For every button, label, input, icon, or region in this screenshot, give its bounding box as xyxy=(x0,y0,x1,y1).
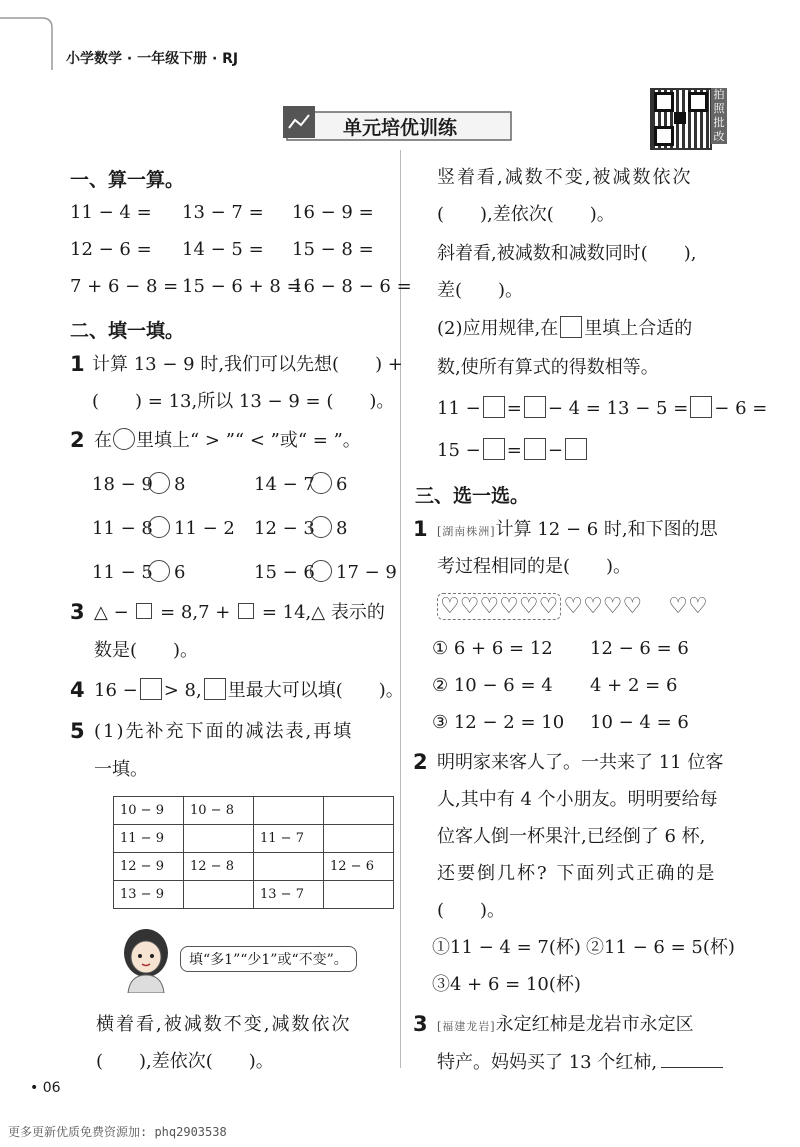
calc-item: 11 − 4 = xyxy=(70,202,152,223)
question-number: 4 xyxy=(70,678,85,702)
answer-box[interactable] xyxy=(524,438,546,460)
table-cell[interactable] xyxy=(254,797,324,825)
square-blank xyxy=(560,316,582,338)
eq-part: 15 − xyxy=(437,440,481,461)
option-text: 12 − 6 = 6 xyxy=(590,638,689,659)
eq-part: − 6 = xyxy=(714,398,768,419)
table-row xyxy=(114,881,394,909)
table-cell: 13 − 9 xyxy=(114,881,184,909)
calc-item: 7 + 6 − 8 = xyxy=(70,276,179,297)
banner-title: 单元培优训练 xyxy=(343,117,458,139)
equation-line2 xyxy=(437,438,589,464)
calc-item: 12 − 6 = xyxy=(70,239,152,260)
footer-source: 更多更新优质免费资源加: phq2903538 xyxy=(8,1125,227,1139)
compare-circle[interactable] xyxy=(310,516,332,538)
option-text: 10 − 4 = 6 xyxy=(590,712,689,733)
option-text: ② 10 − 6 = 4 xyxy=(432,675,553,696)
answer-underline[interactable] xyxy=(661,1049,723,1068)
c3-text: 永定红柿是龙岩市永定区 xyxy=(495,1014,694,1035)
table-cell: 12 − 9 xyxy=(114,853,184,881)
compare-right: 6 xyxy=(336,474,348,495)
answer-box[interactable] xyxy=(204,678,226,700)
compare-right: 11 − 2 xyxy=(174,518,235,539)
hint-bubble xyxy=(180,946,357,972)
diagonal-rule-line2: 差( )。 xyxy=(437,280,524,301)
option-text: ②11 − 6 = 5(杯) xyxy=(586,937,735,958)
horizontal-rule-line1: 横着看,被减数不变,减数依次 xyxy=(96,1014,352,1035)
question-number: 5 xyxy=(70,719,85,743)
compare-row xyxy=(92,516,347,542)
option-row[interactable]: ③4 + 6 = 10(杯) xyxy=(432,974,581,995)
eq-part: 11 − xyxy=(437,398,481,419)
c3-line2 xyxy=(437,1049,723,1076)
option-row[interactable] xyxy=(432,673,677,699)
vertical-rule-line1: 竖着看,减数不变,被减数依次 xyxy=(437,167,693,188)
table-cell: 10 − 8 xyxy=(184,797,254,825)
hearts-group: ♡♡♡♡ xyxy=(563,594,643,619)
c2-line: 位客人倒一杯果汁,已经倒了 6 杯, xyxy=(437,826,706,847)
calc-item: 16 − 9 = xyxy=(292,202,374,223)
c1-line2: 考过程相同的是( )。 xyxy=(437,556,632,577)
calc-row xyxy=(70,200,374,226)
calc-item: 14 − 5 = xyxy=(182,239,264,260)
q4-line xyxy=(94,678,404,704)
c1-text: 计算 12 − 6 时,和下图的思 xyxy=(495,519,718,540)
page-number: • 06 xyxy=(30,1080,61,1096)
q1-line2: ( ) = 13,所以 13 − 9 = ( )。 xyxy=(92,391,395,412)
compare-left: 11 − 8 xyxy=(92,518,153,539)
compare-left: 11 − 5 xyxy=(92,562,153,583)
eq-part: − xyxy=(547,440,563,461)
compare-left: 12 − 3 xyxy=(254,518,315,539)
unit-banner xyxy=(283,106,515,142)
qr-code[interactable] xyxy=(650,88,712,150)
hint-text: 填“多1”“少1”或“不变”。 xyxy=(189,952,348,968)
girl-avatar xyxy=(118,925,174,993)
table-cell: 13 − 7 xyxy=(254,881,324,909)
question-number: 1 xyxy=(70,352,85,376)
option-text: ① 6 + 6 = 12 xyxy=(432,638,553,659)
c1-line1 xyxy=(437,517,718,545)
table-cell[interactable] xyxy=(184,825,254,853)
vertical-rule-line2: ( ),差依次( )。 xyxy=(437,204,615,225)
table-row xyxy=(114,853,394,881)
section-calc-heading: 一、算一算。 xyxy=(70,169,185,191)
diagonal-rule-line1: 斜着看,被减数和减数同时( ), xyxy=(437,243,697,264)
subtraction-table xyxy=(113,796,394,909)
q5-line2: 一填。 xyxy=(94,759,148,780)
option-text: 4 + 2 = 6 xyxy=(590,675,678,696)
option-row[interactable] xyxy=(432,636,689,662)
square-blank xyxy=(136,603,152,619)
compare-circle[interactable] xyxy=(148,516,170,538)
table-cell[interactable] xyxy=(324,797,394,825)
q4-part: 16 − xyxy=(94,680,138,701)
hearts-group: ♡♡ xyxy=(668,594,708,619)
q3-part: = 14,△ 表示的 xyxy=(261,602,385,623)
source-tag: [湖南株洲] xyxy=(437,525,496,538)
q2-prompt xyxy=(94,428,361,454)
eq-part: = xyxy=(506,440,522,461)
table-cell: 12 − 6 xyxy=(324,853,394,881)
table-cell: 11 − 7 xyxy=(254,825,324,853)
calc-item: 16 − 8 − 6 = xyxy=(292,276,412,297)
compare-left: 15 − 6 xyxy=(254,562,315,583)
question-number: 2 xyxy=(70,428,85,452)
section-fill-heading: 二、填一填。 xyxy=(70,320,185,342)
hearts-picture xyxy=(437,594,708,619)
question-number: 3 xyxy=(413,1012,428,1036)
option-text: ③ 12 − 2 = 10 xyxy=(432,712,565,733)
table-row xyxy=(114,797,394,825)
compare-circle[interactable] xyxy=(148,472,170,494)
compare-left: 18 − 9 xyxy=(92,474,153,495)
c2-line: 人,其中有 4 个小朋友。明明要给每 xyxy=(437,789,718,810)
question-number: 2 xyxy=(413,750,428,774)
calc-row xyxy=(70,237,374,263)
compare-row xyxy=(92,472,347,498)
equation-line1 xyxy=(437,396,767,422)
question-number: 1 xyxy=(413,517,428,541)
corner-decoration xyxy=(0,0,60,80)
answer-box[interactable] xyxy=(565,438,587,460)
table-cell: 12 − 8 xyxy=(184,853,254,881)
answer-box[interactable] xyxy=(140,678,162,700)
q4-part: > 8, xyxy=(163,680,202,701)
section-choice-heading: 三、选一选。 xyxy=(415,485,530,507)
calc-item: 13 − 7 = xyxy=(182,202,264,223)
horizontal-rule-line2: ( ),差依次( )。 xyxy=(96,1051,274,1072)
part2-line2: 数,使所有算式的得数相等。 xyxy=(437,357,659,378)
compare-right: 8 xyxy=(336,518,348,539)
table-cell[interactable] xyxy=(254,853,324,881)
compare-right: 17 − 9 xyxy=(336,562,397,583)
option-row[interactable] xyxy=(432,710,689,736)
q3-line2: 数是( )。 xyxy=(94,640,199,661)
q2-pre: 在 xyxy=(94,430,112,451)
q3-part: = 8,7 + xyxy=(160,602,231,623)
compare-row xyxy=(92,560,397,586)
q3-part: △ − xyxy=(94,602,129,623)
eq-part: = xyxy=(506,398,522,419)
compare-circle[interactable] xyxy=(148,560,170,582)
table-cell: 11 − 9 xyxy=(114,825,184,853)
q1-line1: 计算 13 − 9 时,我们可以先想( ) + xyxy=(92,354,403,375)
answer-box[interactable] xyxy=(483,396,505,418)
q4-part: 里最大可以填( )。 xyxy=(227,680,404,701)
answer-box[interactable] xyxy=(690,396,712,418)
c2-line: 还要倒几杯? 下面列式正确的是 xyxy=(437,863,717,884)
source-tag: [福建龙岩] xyxy=(437,1020,496,1033)
compare-circle[interactable] xyxy=(310,560,332,582)
eq-part: − 4 = 13 − 5 = xyxy=(547,398,689,419)
compare-left: 14 − 7 xyxy=(254,474,315,495)
circle-blank xyxy=(113,428,135,450)
calc-row xyxy=(70,274,412,300)
question-number: 3 xyxy=(70,600,85,624)
q2-post: 里填上“ > ”“ < ”或“ = ”。 xyxy=(136,430,361,451)
option-row[interactable] xyxy=(432,935,735,961)
part2-post: 里填上合适的 xyxy=(584,318,693,339)
answer-box[interactable] xyxy=(524,396,546,418)
calc-item: 15 − 8 = xyxy=(292,239,374,260)
hearts-group: ♡♡♡♡♡♡ xyxy=(437,593,561,620)
option-text: ①11 − 4 = 7(杯) xyxy=(432,937,581,958)
c2-line: ( )。 xyxy=(437,900,506,921)
table-cell[interactable] xyxy=(324,825,394,853)
compare-right: 6 xyxy=(174,562,186,583)
q3-line1 xyxy=(94,600,385,626)
table-cell[interactable] xyxy=(324,881,394,909)
c3-line1 xyxy=(437,1012,694,1040)
table-cell: 10 − 9 xyxy=(114,797,184,825)
series-title: 小学数学 · 一年级下册 · RJ xyxy=(66,51,239,67)
table-cell[interactable] xyxy=(184,881,254,909)
part2-line1 xyxy=(437,316,692,342)
c3-text: 特产。妈妈买了 13 个红柿, xyxy=(437,1052,658,1073)
calc-item: 15 − 6 + 8 = xyxy=(182,276,302,297)
q5-line1: (1)先补充下面的减法表,再填 xyxy=(94,721,354,742)
table-row xyxy=(114,825,394,853)
square-blank xyxy=(238,603,254,619)
qr-side-label: 拍照批改 xyxy=(711,88,727,144)
part2-pre: (2)应用规律,在 xyxy=(437,318,559,339)
compare-circle[interactable] xyxy=(310,472,332,494)
c2-line: 明明家来客人了。一共来了 11 位客 xyxy=(437,752,724,773)
answer-box[interactable] xyxy=(483,438,505,460)
compare-right: 8 xyxy=(174,474,186,495)
